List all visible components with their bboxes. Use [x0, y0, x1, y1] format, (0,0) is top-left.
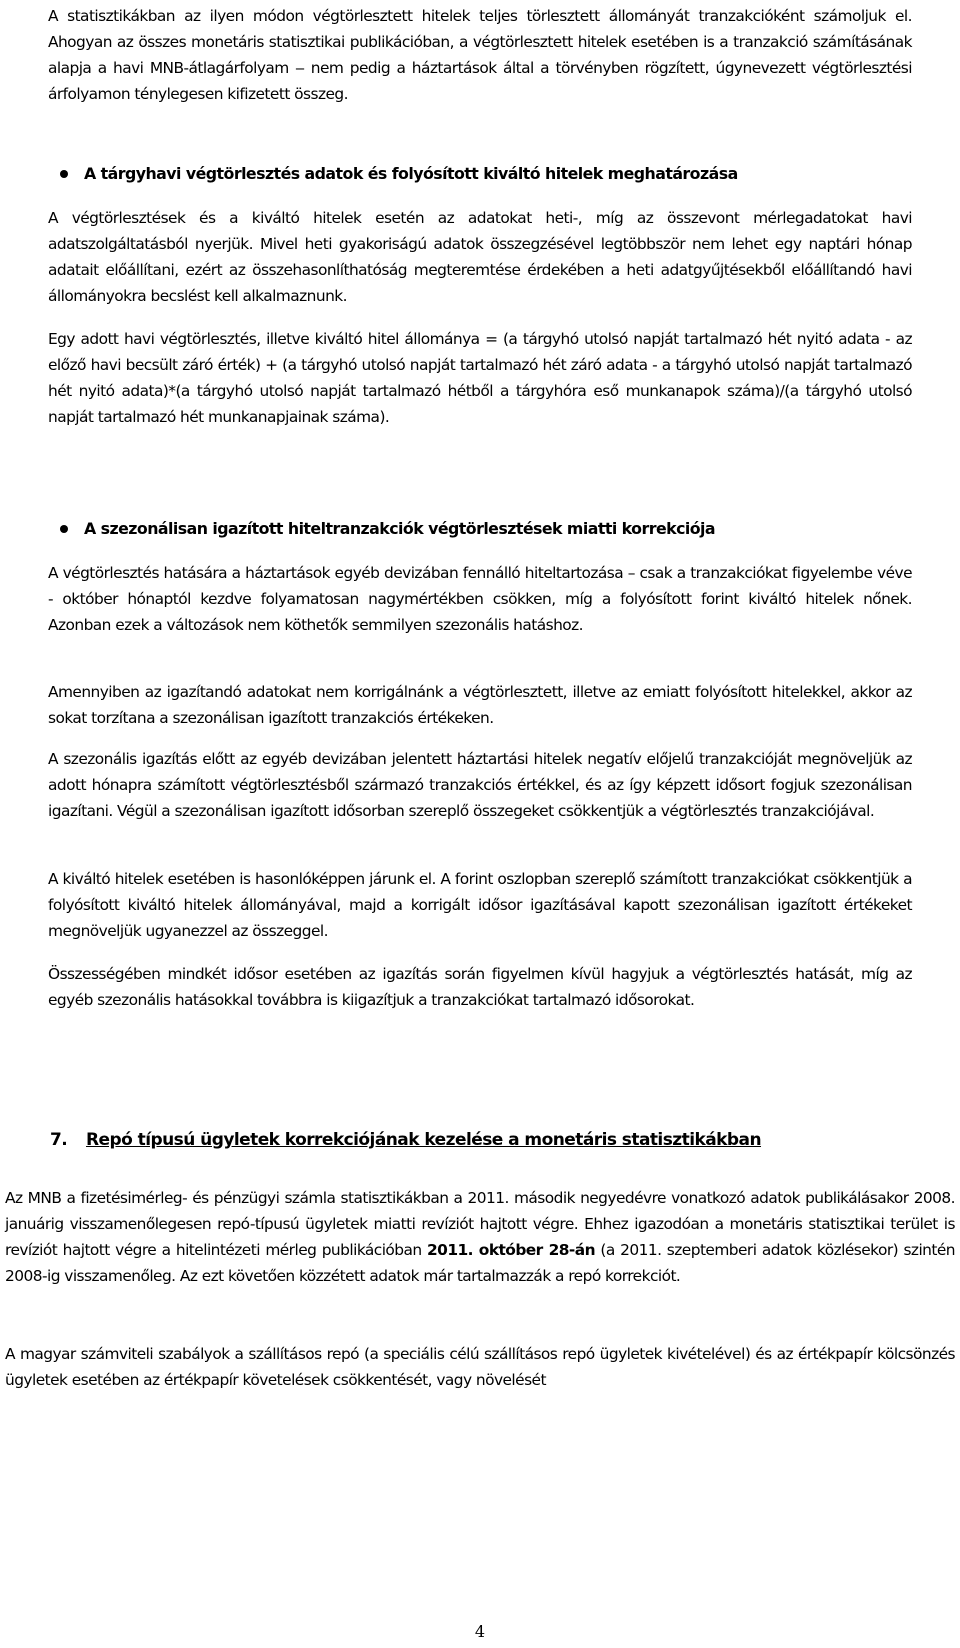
seasonal-paragraph: A végtörlesztés hatására a háztartások egyéb devizában fennálló hiteltartozása – csak a tranzakciókat figyelembe véve - október hónaptól kezdve folyamatosan nagymértékben csökken, míg a folyósított forint kiváltó hitelek nőnek. Azonban ezek a változások nem köthetők semmilyen szezonális hatáshoz.	[48, 564, 912, 634]
monthly-paragraph: Egy adott havi végtörlesztés, illetve kiváltó hitel állománya = (a tárgyhó utolsó napját tartalmazó hét nyitó adata - az előző havi becsült záró érték) + (a tárgyhó utolsó napját tartalmazó hét záró adata - a tárgyhó utolsó napját tartalmazó hét nyitó adata)*(a tárgyhó utolsó napját tartalmazó hétből a tárgyhóra eső munkanapok száma)/(a tárgyhó utolsó napját tartalmazó hét munkanapjainak száma).	[48, 330, 912, 426]
section-7-paragraph-1-block	[0, 1185, 960, 1289]
intro-section	[0, 3, 960, 107]
section-7-paragraph: A magyar számviteli szabályok a szállításos repó (a speciális célú szállításos repó ügyletek kivételével) és az értékpapír kölcsönzés ügyletek esetében az értékpapír követelések csökkentését, vagy növelését	[5, 1345, 955, 1389]
section-7	[0, 1127, 960, 1153]
bullet-icon	[60, 525, 68, 533]
monthly-paragraph-1-block	[0, 205, 960, 309]
seasonal-paragraph-5-block	[0, 961, 960, 1013]
paragraph-text-end: (a 2011. szeptemberi adatok közlésekor) szintén 2008-ig visszamenőleg. Az ezt követően közzétett adatok már tartalmazzák a repó korrekciót.	[5, 1241, 955, 1285]
seasonal-section	[0, 516, 960, 542]
monthly-section	[0, 161, 960, 187]
section-title: Repó típusú ügyletek korrekciójának kezelése a monetáris statisztikákban	[86, 1130, 762, 1150]
highlighted-date: 2011. október 28-án	[427, 1241, 595, 1259]
seasonal-paragraph-1-block	[0, 560, 960, 638]
intro-paragraph: A statisztikákban az ilyen módon végtörlesztett hitelek teljes törlesztett állományát tranzakcióként számoljuk el. Ahogyan az összes monetáris statisztikai publikációban, a végtörlesztett hitelek esetében is a tranzakció számításának alapja a havi MNB-átlagárfolyam ‒ nem pedig a háztartások által a törvényben rögzített, úgynevezett végtörlesztési árfolyamon ténylegesen kifizetett összeg.	[48, 7, 912, 103]
section-7-heading	[48, 1127, 912, 1153]
section-number: 7.	[50, 1130, 68, 1150]
seasonal-heading-text: A szezonálisan igazított hiteltranzakciók végtörlesztések miatti korrekciója	[84, 519, 716, 538]
paragraph-text-start: Az MNB a fizetésimérleg- és pénzügyi számla statisztikákban a 2011. második negyedévre vonatkozó adatok publikálásakor 2008. januárig visszamenőlegesen repó-típusú ügyletek miatti revíziót hajtott végre. Ehhez igazodóan a monetáris statisztikai terület is revíziót hajtott végre a hitelintézeti mérleg publikációban	[5, 1189, 955, 1259]
monthly-paragraph-2-block	[0, 326, 960, 430]
monthly-heading-text: A tárgyhavi végtörlesztés adatok és folyósított kiváltó hitelek meghatározása	[84, 164, 738, 183]
seasonal-paragraph: Amennyiben az igazítandó adatokat nem korrigálnánk a végtörlesztett, illetve az emiatt folyósított hitelekkel, akkor az sokat torzítana a szezonálisan igazított tranzakciós értékeken.	[48, 683, 912, 727]
seasonal-paragraph-2-block	[0, 679, 960, 731]
seasonal-paragraph-3-block	[0, 746, 960, 824]
seasonal-paragraph: A kiváltó hitelek esetében is hasonlóképpen járunk el. A forint oszlopban szereplő számított tranzakciókat csökkentjük a folyósított kiváltó hitelek állományával, majd a korrigált idősor igazításával kapott szezonálisan igazított értékeket megnöveljük ugyanezzel az összeggel.	[48, 870, 912, 940]
seasonal-paragraph: A szezonális igazítás előtt az egyéb devizában jelentett háztartási hitelek negatív előjelű tranzakcióját megnöveljük az adott hónapra számított végtörlesztésből származó tranzakciós értékkel, és az így képzett idősort fogjuk szezonálisan igazítani. Végül a szezonálisan igazított idősorban szereplő összegeket csökkentjük a végtörlesztés tranzakciójával.	[48, 750, 912, 820]
seasonal-heading	[48, 516, 912, 542]
monthly-heading	[48, 161, 912, 187]
page-number: 4	[474, 1622, 486, 1641]
seasonal-paragraph: Összességében mindkét idősor esetében az igazítás során figyelmen kívül hagyjuk a végtörlesztés hatását, míg az egyéb szezonális hatásokkal továbbra is kiigazítjuk a tranzakciókat tartalmazó idősorokat.	[48, 965, 912, 1009]
seasonal-paragraph-4-block	[0, 866, 960, 944]
monthly-paragraph: A végtörlesztések és a kiváltó hitelek esetén az adatokat heti-, míg az összevont mérlegadatokat havi adatszolgáltatásból nyerjük. Mivel heti gyakoriságú adatok összegzésével legtöbbször nem lehet egy naptári hónap adatait előállítani, ezért az összehasonlíthatóság megteremtése érdekében a heti adatgyűjtésekből előállítandó havi állományokra becslést kell alkalmaznunk.	[48, 209, 912, 305]
bullet-icon	[60, 170, 68, 178]
section-7-paragraph	[5, 1185, 955, 1289]
section-7-paragraph-2-block	[0, 1341, 960, 1393]
